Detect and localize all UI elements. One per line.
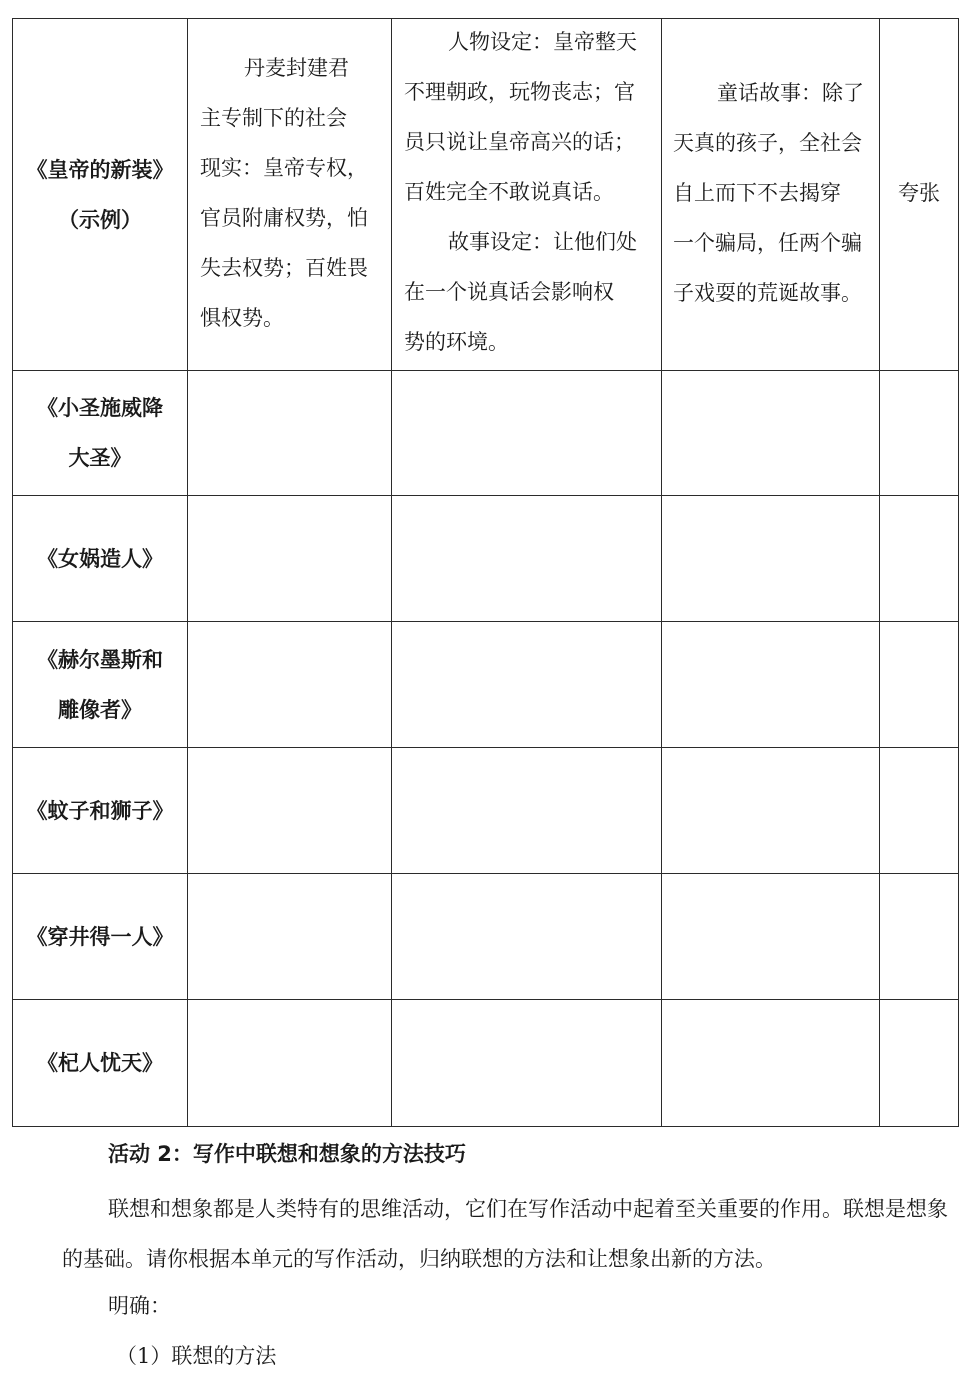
- row-title: [13, 371, 187, 495]
- example-row-technique-cell: [880, 168, 958, 218]
- title-line: 《穿井得一人》: [26, 924, 174, 949]
- activity-paragraph: 联想和想象都是人类特有的思维活动，它们在写作活动中起着至关重要的作用。联想是想象的基础。请你根据本单元的写作活动，归纳联想的方法和让想象出新的方法。: [62, 1197, 948, 1271]
- title-line: 《女娲造人》: [37, 546, 163, 571]
- cell-line: 自上而下不去揭穿: [673, 181, 841, 205]
- cell-line: 故事设定：让他们处: [448, 230, 637, 254]
- cell-line: 现实：皇帝专权，: [200, 156, 368, 180]
- title-line: 大圣》: [68, 446, 132, 470]
- cell-line: 失去权势；百姓畏: [200, 256, 368, 280]
- row-title: [13, 874, 187, 999]
- title-line: 《小圣施威降: [37, 396, 163, 420]
- example-row-background-cell: [200, 43, 385, 343]
- cell-line: 天真的孩子，全社会: [673, 131, 862, 155]
- row-title: [13, 622, 187, 747]
- title-line: 《蚊子和狮子》: [26, 798, 174, 823]
- table-col-divider: [661, 18, 662, 1127]
- cell-line: 不理朝政，玩物丧志；官: [404, 80, 635, 104]
- cell-line: 主专制下的社会: [200, 106, 347, 130]
- cell-line: 人物设定：皇帝整天: [448, 30, 637, 54]
- activity-heading: 活动 2：写作中联想和想象的方法技巧: [108, 1142, 466, 1166]
- clarify-label: 明确：: [108, 1294, 171, 1318]
- example-row-title: [13, 19, 187, 370]
- title-line: 《赫尔墨斯和: [37, 647, 163, 672]
- cell-line: 官员附庸权势，怕: [200, 206, 368, 230]
- example-row-setting-cell: [404, 17, 656, 367]
- cell-line: 百姓完全不敢说真话。: [404, 180, 614, 204]
- cell-line: 惧权势。: [200, 306, 284, 330]
- title-line: （示例）: [58, 207, 142, 232]
- table-border-bottom: [12, 1126, 959, 1127]
- table-border-right: [958, 18, 959, 1127]
- cell-line: 一个骗局，任两个骗: [673, 231, 862, 255]
- row-title: [13, 496, 187, 621]
- table-col-divider: [391, 18, 392, 1127]
- method-heading: （1）联想的方法: [116, 1344, 277, 1368]
- cell-line: 员只说让皇帝高兴的话；: [404, 130, 635, 154]
- cell-line: 势的环境。: [404, 330, 509, 354]
- cell-text: 夸张: [898, 181, 940, 205]
- row-title: [13, 748, 187, 873]
- title-line: 雕像者》: [58, 697, 142, 722]
- example-row-story-cell: [673, 68, 875, 318]
- cell-line: 童话故事：除了: [717, 81, 864, 105]
- cell-line: 在一个说真话会影响权: [404, 280, 614, 304]
- cell-line: 子戏耍的荒诞故事。: [673, 281, 862, 305]
- cell-line: 丹麦封建君: [244, 56, 349, 80]
- title-line: 《皇帝的新装》: [26, 157, 174, 182]
- title-line: 《杞人忧天》: [37, 1051, 163, 1075]
- table-col-divider: [187, 18, 188, 1127]
- row-title: [13, 1000, 187, 1126]
